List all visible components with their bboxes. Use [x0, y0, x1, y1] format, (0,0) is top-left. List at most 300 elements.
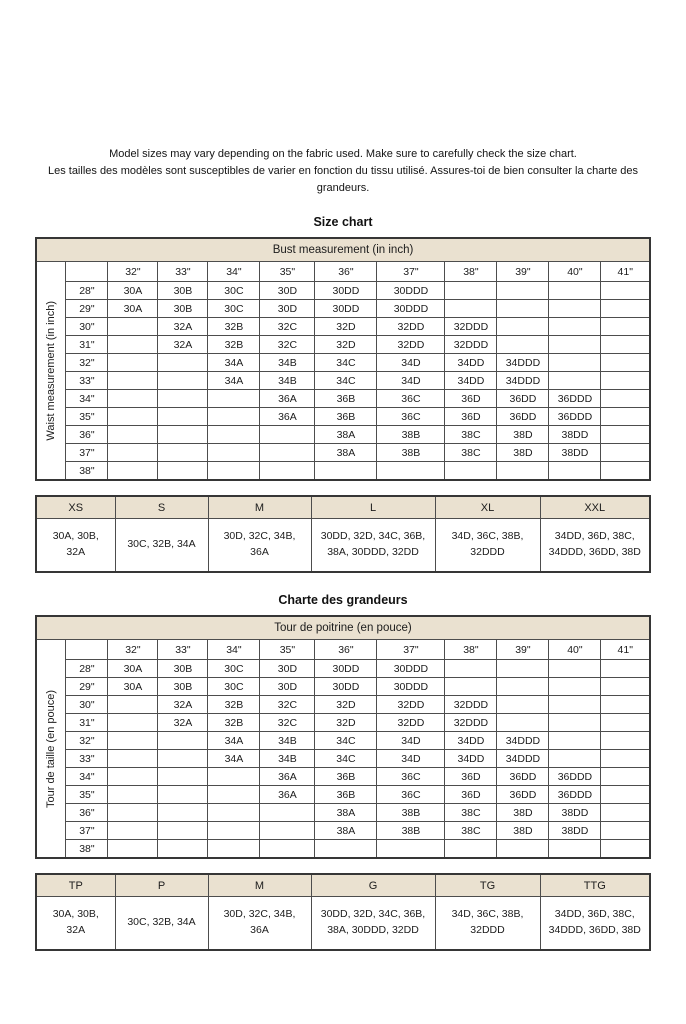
- size-group-header: P: [115, 874, 208, 897]
- bra-size-cell: 36D: [445, 390, 497, 408]
- bra-size-cell: [158, 732, 208, 750]
- bra-size-cell: 30DDD: [377, 282, 445, 300]
- waist-size-row-header: 36": [66, 804, 108, 822]
- column-header-row: [36, 262, 650, 282]
- bra-size-cell: [601, 840, 650, 859]
- bra-size-cell: [601, 768, 650, 786]
- bra-size-cell: [158, 372, 208, 390]
- bra-size-cell: [315, 840, 377, 859]
- band-row: [36, 238, 650, 262]
- bust-size-column-header: 35": [260, 262, 315, 282]
- bra-size-cell: [158, 462, 208, 481]
- size-group-values: 34D, 36C, 38B, 32DDD: [435, 897, 540, 951]
- bra-size-cell: 32C: [260, 318, 315, 336]
- bra-size-cell: 32D: [315, 714, 377, 732]
- matrix-row: [36, 786, 650, 804]
- bust-size-column-header: 38": [445, 640, 497, 660]
- bra-size-cell: 36DD: [497, 768, 549, 786]
- bust-size-column-header: 34": [208, 262, 260, 282]
- band-row: [36, 616, 650, 640]
- size-group-values: 30D, 32C, 34B, 36A: [208, 897, 311, 951]
- bra-size-cell: 38B: [377, 426, 445, 444]
- bra-size-cell: 30DD: [315, 678, 377, 696]
- bra-size-cell: 30A: [108, 300, 158, 318]
- bust-size-column-header: 33": [158, 262, 208, 282]
- bra-size-cell: [497, 462, 549, 481]
- bra-size-cell: [108, 390, 158, 408]
- bra-size-cell: [445, 660, 497, 678]
- waist-size-row-header: 30": [66, 696, 108, 714]
- bra-size-cell: [108, 714, 158, 732]
- matrix-row: [36, 840, 650, 859]
- size-group-header: TP: [36, 874, 115, 897]
- bra-size-cell: 30DD: [315, 660, 377, 678]
- waist-size-row-header: 34": [66, 390, 108, 408]
- bra-size-cell: 34A: [208, 354, 260, 372]
- bra-size-cell: [601, 426, 650, 444]
- bra-size-cell: [549, 840, 601, 859]
- bra-size-cell: 34B: [260, 750, 315, 768]
- bra-size-cell: 30B: [158, 678, 208, 696]
- bra-size-cell: [108, 822, 158, 840]
- size-group-header: XS: [36, 496, 115, 519]
- bra-size-cell: 36D: [445, 786, 497, 804]
- bra-size-cell: [158, 750, 208, 768]
- bra-size-cell: [158, 408, 208, 426]
- bra-size-cell: [158, 840, 208, 859]
- bust-size-column-header: 34": [208, 640, 260, 660]
- size-group-header: S: [115, 496, 208, 519]
- bra-size-cell: [260, 822, 315, 840]
- bra-size-cell: [601, 732, 650, 750]
- bra-size-cell: 34B: [260, 372, 315, 390]
- matrix-row: [36, 426, 650, 444]
- matrix-row: [36, 768, 650, 786]
- matrix-row: [36, 318, 650, 336]
- bra-size-cell: [549, 318, 601, 336]
- bra-size-cell: [208, 426, 260, 444]
- size-group-values: 34DD, 36D, 38C, 34DDD, 36DD, 38D: [540, 519, 650, 573]
- bust-size-column-header: 40": [549, 262, 601, 282]
- size-group-header: TTG: [540, 874, 650, 897]
- bra-size-cell: 36A: [260, 768, 315, 786]
- waist-size-row-header: 32": [66, 732, 108, 750]
- matrix-row: [36, 444, 650, 462]
- bra-size-cell: 36D: [445, 768, 497, 786]
- waist-size-row-header: 28": [66, 660, 108, 678]
- bra-size-cell: [601, 444, 650, 462]
- bra-size-cell: 38A: [315, 822, 377, 840]
- bra-size-cell: 32DD: [377, 318, 445, 336]
- bra-size-cell: [158, 390, 208, 408]
- matrix-row: [36, 678, 650, 696]
- waist-size-row-header: 37": [66, 444, 108, 462]
- bra-size-cell: [108, 444, 158, 462]
- bra-size-cell: 34D: [377, 372, 445, 390]
- bra-size-cell: 30DD: [315, 300, 377, 318]
- bra-size-cell: 32D: [315, 318, 377, 336]
- bra-size-cell: [497, 840, 549, 859]
- bra-size-cell: 32DD: [377, 714, 445, 732]
- bra-size-cell: [108, 318, 158, 336]
- bra-size-cell: 38D: [497, 426, 549, 444]
- bra-size-cell: 34B: [260, 732, 315, 750]
- bra-size-cell: [549, 696, 601, 714]
- bra-size-cell: 30A: [108, 660, 158, 678]
- bra-size-cell: 30D: [260, 678, 315, 696]
- bra-size-cell: 36B: [315, 408, 377, 426]
- size-group-header: XXL: [540, 496, 650, 519]
- bra-size-cell: [108, 408, 158, 426]
- bra-size-cell: 30B: [158, 660, 208, 678]
- bra-size-cell: 38B: [377, 444, 445, 462]
- size-group-header: XL: [435, 496, 540, 519]
- bust-size-column-header: 33": [158, 640, 208, 660]
- matrix-row: [36, 336, 650, 354]
- matrix-row: [36, 804, 650, 822]
- bra-size-cell: 30C: [208, 660, 260, 678]
- bra-size-cell: [208, 408, 260, 426]
- bust-size-column-header: 37": [377, 262, 445, 282]
- bra-size-cell: 38D: [497, 804, 549, 822]
- bra-size-cell: 38C: [445, 822, 497, 840]
- waist-size-row-header: 38": [66, 462, 108, 481]
- bra-size-cell: 38A: [315, 804, 377, 822]
- size-group-values: 30DD, 32D, 34C, 36B, 38A, 30DDD, 32DD: [311, 897, 435, 951]
- bra-size-cell: 36C: [377, 768, 445, 786]
- bra-size-cell: 30DDD: [377, 300, 445, 318]
- bra-size-cell: [497, 318, 549, 336]
- bra-size-cell: 34C: [315, 732, 377, 750]
- bra-size-cell: 34C: [315, 750, 377, 768]
- bust-waist-matrix-en: [35, 237, 651, 481]
- bra-size-cell: [601, 696, 650, 714]
- size-group-values: 30A, 30B, 32A: [36, 897, 115, 951]
- bra-size-cell: [158, 786, 208, 804]
- bra-size-cell: [445, 840, 497, 859]
- bra-size-cell: 32DD: [377, 336, 445, 354]
- bra-size-cell: 34D: [377, 354, 445, 372]
- bra-size-cell: 34DDD: [497, 750, 549, 768]
- bust-size-column-header: 32": [108, 262, 158, 282]
- size-group-values: 30C, 32B, 34A: [115, 519, 208, 573]
- bra-size-cell: 30C: [208, 678, 260, 696]
- bra-size-cell: [549, 300, 601, 318]
- bra-size-cell: [158, 426, 208, 444]
- bra-size-cell: 34DDD: [497, 372, 549, 390]
- bra-size-cell: 34C: [315, 372, 377, 390]
- bra-size-cell: 36C: [377, 408, 445, 426]
- bra-size-cell: [108, 462, 158, 481]
- bra-size-cell: [445, 282, 497, 300]
- bra-size-cell: 36DDD: [549, 768, 601, 786]
- bra-size-cell: [377, 462, 445, 481]
- size-group-header: TG: [435, 874, 540, 897]
- bra-size-cell: 36A: [260, 786, 315, 804]
- bra-size-cell: 32DDD: [445, 714, 497, 732]
- bra-size-cell: 32D: [315, 336, 377, 354]
- bra-size-cell: [108, 750, 158, 768]
- bra-size-cell: 36D: [445, 408, 497, 426]
- size-group-values-row: [36, 519, 650, 573]
- bra-size-cell: 32C: [260, 336, 315, 354]
- bra-size-cell: 36DDD: [549, 408, 601, 426]
- bra-size-cell: 34B: [260, 354, 315, 372]
- waist-size-row-header: 38": [66, 840, 108, 859]
- bra-size-cell: [497, 300, 549, 318]
- bra-size-cell: [108, 840, 158, 859]
- bra-size-cell: [208, 462, 260, 481]
- bra-size-cell: 30B: [158, 282, 208, 300]
- bra-size-cell: 32C: [260, 696, 315, 714]
- bust-size-column-header: 35": [260, 640, 315, 660]
- matrix-row: [36, 282, 650, 300]
- bra-size-cell: [108, 732, 158, 750]
- bra-size-cell: [549, 678, 601, 696]
- waist-size-row-header: 34": [66, 768, 108, 786]
- waist-size-row-header: 33": [66, 372, 108, 390]
- bra-size-cell: [497, 282, 549, 300]
- bra-size-cell: [260, 444, 315, 462]
- bra-size-cell: [601, 372, 650, 390]
- bra-size-cell: [158, 822, 208, 840]
- matrix-row: [36, 732, 650, 750]
- bra-size-cell: [549, 354, 601, 372]
- matrix-row: [36, 372, 650, 390]
- bra-size-cell: 30B: [158, 300, 208, 318]
- bra-size-cell: 30A: [108, 282, 158, 300]
- bra-size-cell: 32DD: [377, 696, 445, 714]
- bra-size-cell: 38D: [497, 822, 549, 840]
- band-label-en: Bust measurement (in inch): [36, 238, 650, 262]
- bra-size-cell: 32DDD: [445, 318, 497, 336]
- bra-size-cell: [445, 300, 497, 318]
- bra-size-cell: [601, 804, 650, 822]
- size-group-values: 34D, 36C, 38B, 32DDD: [435, 519, 540, 573]
- bra-size-cell: [549, 462, 601, 481]
- bra-size-cell: 34DD: [445, 354, 497, 372]
- waist-size-row-header: 28": [66, 282, 108, 300]
- bra-size-cell: [108, 336, 158, 354]
- waist-size-row-header: 35": [66, 408, 108, 426]
- bra-size-cell: [260, 804, 315, 822]
- bra-size-cell: [601, 786, 650, 804]
- bra-size-cell: [260, 462, 315, 481]
- bra-size-cell: 32B: [208, 336, 260, 354]
- bra-size-cell: [601, 300, 650, 318]
- bra-size-cell: 38A: [315, 444, 377, 462]
- bra-size-cell: [549, 372, 601, 390]
- bra-size-cell: 38DD: [549, 804, 601, 822]
- waist-size-row-header: 31": [66, 714, 108, 732]
- corner-cell: [66, 640, 108, 660]
- bust-size-column-header: 39": [497, 640, 549, 660]
- bra-size-cell: 34C: [315, 354, 377, 372]
- bra-size-cell: 36DD: [497, 786, 549, 804]
- bra-size-cell: [601, 282, 650, 300]
- bra-size-cell: 34D: [377, 750, 445, 768]
- bra-size-cell: [549, 336, 601, 354]
- section-title-fr: Charte des grandeurs: [278, 593, 408, 608]
- bra-size-cell: [158, 444, 208, 462]
- size-group-values: 30A, 30B, 32A: [36, 519, 115, 573]
- bra-size-cell: [549, 714, 601, 732]
- size-group-header-row: [36, 496, 650, 519]
- bra-size-cell: [549, 282, 601, 300]
- bra-size-cell: 36C: [377, 786, 445, 804]
- bra-size-cell: [601, 678, 650, 696]
- bra-size-cell: 32A: [158, 696, 208, 714]
- bra-size-cell: [601, 462, 650, 481]
- bra-size-cell: [377, 840, 445, 859]
- waist-size-row-header: 29": [66, 678, 108, 696]
- vertical-axis-label: [36, 262, 66, 481]
- vertical-axis-label-text: Waist measurement (in inch): [44, 300, 57, 441]
- bra-size-cell: 32B: [208, 696, 260, 714]
- bust-size-column-header: 36": [315, 640, 377, 660]
- matrix-row: [36, 462, 650, 481]
- bra-size-cell: 36B: [315, 786, 377, 804]
- bra-size-cell: [208, 768, 260, 786]
- waist-size-row-header: 31": [66, 336, 108, 354]
- bra-size-cell: 32D: [315, 696, 377, 714]
- bra-size-cell: 38C: [445, 444, 497, 462]
- size-group-values: 30C, 32B, 34A: [115, 897, 208, 951]
- bra-size-cell: 38DD: [549, 444, 601, 462]
- bra-size-cell: [601, 714, 650, 732]
- bust-waist-matrix-fr: [35, 615, 651, 859]
- matrix-row: [36, 408, 650, 426]
- bra-size-cell: [108, 354, 158, 372]
- bra-size-cell: [315, 462, 377, 481]
- bra-size-cell: [497, 678, 549, 696]
- column-header-row: [36, 640, 650, 660]
- bra-size-cell: 32A: [158, 714, 208, 732]
- bra-size-cell: 30D: [260, 660, 315, 678]
- bra-size-cell: [260, 840, 315, 859]
- section-title-en: Size chart: [313, 215, 373, 230]
- bra-size-cell: 30D: [260, 300, 315, 318]
- bra-size-cell: [601, 822, 650, 840]
- bra-size-cell: 30A: [108, 678, 158, 696]
- bra-size-cell: [108, 372, 158, 390]
- waist-size-row-header: 36": [66, 426, 108, 444]
- bra-size-cell: 34D: [377, 732, 445, 750]
- matrix-row: [36, 390, 650, 408]
- bra-size-cell: [445, 462, 497, 481]
- intro-note: [43, 0, 643, 197]
- bra-size-cell: [208, 786, 260, 804]
- bra-size-cell: [497, 696, 549, 714]
- bra-size-cell: [549, 732, 601, 750]
- bra-size-cell: 36B: [315, 390, 377, 408]
- bra-size-cell: 38DD: [549, 426, 601, 444]
- size-group-header-row: [36, 874, 650, 897]
- bra-size-cell: 30DD: [315, 282, 377, 300]
- size-group-values: 34DD, 36D, 38C, 34DDD, 36DD, 38D: [540, 897, 650, 951]
- bra-size-cell: [108, 426, 158, 444]
- bra-size-cell: [601, 750, 650, 768]
- bust-size-column-header: 32": [108, 640, 158, 660]
- size-groups-table-en: [35, 495, 651, 573]
- bra-size-cell: 32C: [260, 714, 315, 732]
- bra-size-cell: [601, 408, 650, 426]
- bra-size-cell: 36DD: [497, 408, 549, 426]
- size-group-header: G: [311, 874, 435, 897]
- matrix-row: [36, 354, 650, 372]
- size-group-header: L: [311, 496, 435, 519]
- bra-size-cell: 32B: [208, 714, 260, 732]
- bra-size-cell: [158, 804, 208, 822]
- bra-size-cell: 32A: [158, 336, 208, 354]
- bra-size-cell: 34DD: [445, 372, 497, 390]
- bra-size-cell: 34DDD: [497, 732, 549, 750]
- bra-size-cell: 30C: [208, 300, 260, 318]
- bra-size-cell: 36DDD: [549, 786, 601, 804]
- waist-size-row-header: 32": [66, 354, 108, 372]
- bra-size-cell: [158, 768, 208, 786]
- matrix-row: [36, 300, 650, 318]
- bra-size-cell: 34A: [208, 750, 260, 768]
- intro-note-fr: Les tailles des modèles sont susceptibles de varier en fonction du tissu utilisé. Assures-toi de bien consulter la charte des grandeurs.: [47, 165, 639, 195]
- waist-size-row-header: 35": [66, 786, 108, 804]
- bra-size-cell: 34DD: [445, 750, 497, 768]
- bust-size-column-header: 40": [549, 640, 601, 660]
- waist-size-row-header: 33": [66, 750, 108, 768]
- bra-size-cell: 36A: [260, 390, 315, 408]
- bust-size-column-header: 41": [601, 262, 650, 282]
- bra-size-cell: [158, 354, 208, 372]
- intro-note-en: Model sizes may vary depending on the fabric used. Make sure to carefully check the size chart.: [109, 148, 577, 160]
- size-group-values-row: [36, 897, 650, 951]
- bra-size-cell: [497, 714, 549, 732]
- matrix-row: [36, 714, 650, 732]
- matrix-row: [36, 660, 650, 678]
- bra-size-cell: 38C: [445, 804, 497, 822]
- bra-size-cell: [497, 660, 549, 678]
- size-groups-table-fr: [35, 873, 651, 951]
- size-group-header: M: [208, 496, 311, 519]
- bust-size-column-header: 41": [601, 640, 650, 660]
- waist-size-row-header: 37": [66, 822, 108, 840]
- bra-size-cell: [549, 660, 601, 678]
- bra-size-cell: [208, 444, 260, 462]
- bust-size-column-header: 39": [497, 262, 549, 282]
- bra-size-cell: 32B: [208, 318, 260, 336]
- bra-size-cell: [208, 822, 260, 840]
- bra-size-cell: 36DD: [497, 390, 549, 408]
- bra-size-cell: [601, 354, 650, 372]
- bra-size-cell: 30DDD: [377, 678, 445, 696]
- bra-size-cell: 38B: [377, 804, 445, 822]
- bra-size-cell: [208, 390, 260, 408]
- bra-size-cell: 38D: [497, 444, 549, 462]
- bra-size-cell: [601, 318, 650, 336]
- bra-size-cell: [549, 750, 601, 768]
- bra-size-cell: [108, 768, 158, 786]
- size-group-values: 30D, 32C, 34B, 36A: [208, 519, 311, 573]
- bra-size-cell: 34DD: [445, 732, 497, 750]
- bra-size-cell: [601, 390, 650, 408]
- matrix-row: [36, 750, 650, 768]
- bra-size-cell: [601, 660, 650, 678]
- size-group-header: M: [208, 874, 311, 897]
- waist-size-row-header: 30": [66, 318, 108, 336]
- bra-size-cell: 34DDD: [497, 354, 549, 372]
- bust-size-column-header: 37": [377, 640, 445, 660]
- bra-size-cell: 30DDD: [377, 660, 445, 678]
- bra-size-cell: 36A: [260, 408, 315, 426]
